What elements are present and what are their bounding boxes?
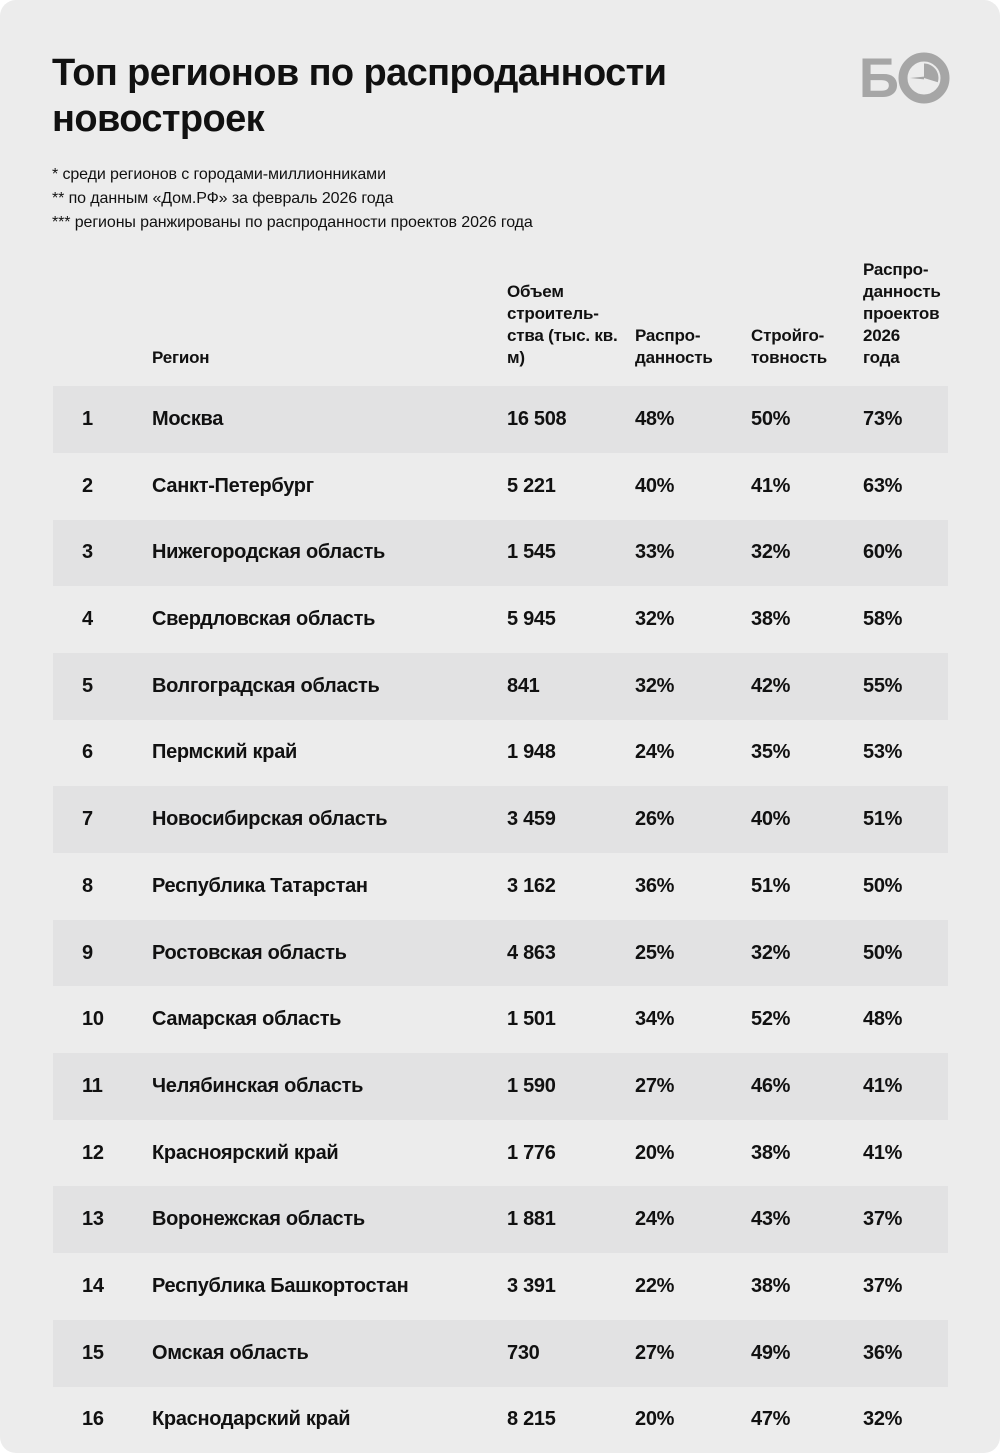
sold-cell: 34%: [635, 1008, 675, 1031]
table-row: [53, 1053, 948, 1120]
sold-cell: 27%: [635, 1341, 675, 1364]
rank-cell: 15: [82, 1341, 104, 1364]
rank-cell: 1: [82, 408, 93, 431]
region-cell: Челябинская область: [152, 1074, 364, 1097]
sold-cell: 22%: [635, 1274, 675, 1297]
sold-cell: 26%: [635, 808, 675, 831]
table-header-row: [53, 259, 948, 386]
sold-cell: 40%: [635, 474, 675, 497]
title-line-1: Топ регионов по распроданности: [52, 52, 667, 94]
sold-cell: 20%: [635, 1408, 675, 1431]
readiness-cell: 38%: [751, 608, 791, 631]
sold-2026-cell: 37%: [863, 1208, 903, 1231]
header-area: [0, 0, 1000, 235]
rank-cell: 9: [82, 941, 93, 964]
volume-cell: 5 221: [507, 474, 556, 497]
sold-2026-cell: 48%: [863, 1008, 903, 1031]
sold-2026-cell: 55%: [863, 674, 903, 697]
footnotes: [52, 163, 948, 235]
sold-2026-cell: 51%: [863, 808, 903, 831]
table-row: [53, 520, 948, 587]
table-row: [53, 786, 948, 853]
volume-cell: 1 881: [507, 1208, 556, 1231]
sold-2026-column-header: Распро-данность проектов 2026 года: [863, 259, 941, 368]
footnote-3: *** регионы ранжированы по распроданности проектов 2026 года: [52, 213, 533, 231]
region-cell: Новосибирская область: [152, 808, 388, 831]
rank-cell: 11: [82, 1074, 103, 1097]
table-row: [53, 453, 948, 520]
rank-cell: 4: [82, 608, 93, 631]
sold-column-header: Распро-данность: [635, 326, 713, 368]
sold-cell: 24%: [635, 1208, 675, 1231]
title-line-2: новостроек: [52, 98, 265, 141]
sold-2026-cell: 37%: [863, 1274, 903, 1297]
sold-2026-cell: 60%: [863, 541, 903, 564]
readiness-cell: 35%: [751, 741, 791, 764]
volume-cell: 1 545: [507, 541, 556, 564]
volume-cell: 8 215: [507, 1408, 556, 1431]
volume-cell: 1 501: [507, 1008, 556, 1031]
footnote-1: * среди регионов с городами-миллионниками: [52, 165, 386, 183]
region-cell: Омская область: [152, 1341, 309, 1364]
readiness-cell: 46%: [751, 1074, 791, 1097]
readiness-cell: 43%: [751, 1208, 791, 1231]
volume-cell: 1 776: [507, 1141, 556, 1164]
readiness-cell: 42%: [751, 674, 791, 697]
volume-cell: 841: [507, 674, 540, 697]
sold-cell: 25%: [635, 941, 675, 964]
sold-cell: 48%: [635, 408, 675, 431]
table-row: [53, 1387, 948, 1453]
rank-cell: 12: [82, 1141, 104, 1164]
rank-cell: 5: [82, 674, 93, 697]
region-cell: Нижегородская область: [152, 541, 385, 564]
region-column-header: Регион: [152, 348, 210, 368]
readiness-cell: 51%: [751, 874, 791, 897]
readiness-cell: 50%: [751, 408, 791, 431]
volume-cell: 3 162: [507, 874, 556, 897]
rank-cell: 13: [82, 1208, 104, 1231]
readiness-cell: 49%: [751, 1341, 791, 1364]
sold-2026-cell: 41%: [863, 1141, 903, 1164]
region-cell: Самарская область: [152, 1008, 342, 1031]
region-cell: Пермский край: [152, 741, 298, 764]
region-cell: Ростовская область: [152, 941, 347, 964]
sold-2026-cell: 53%: [863, 741, 903, 764]
volume-cell: 3 391: [507, 1274, 556, 1297]
region-cell: Волгоградская область: [152, 674, 380, 697]
readiness-cell: 38%: [751, 1141, 791, 1164]
region-cell: Воронежская область: [152, 1208, 365, 1231]
sold-cell: 36%: [635, 874, 675, 897]
rank-cell: 6: [82, 741, 93, 764]
rank-cell: 10: [82, 1008, 104, 1031]
volume-cell: 5 945: [507, 608, 556, 631]
readiness-cell: 52%: [751, 1008, 791, 1031]
region-cell: Санкт-Петербург: [152, 474, 314, 497]
sold-2026-cell: 32%: [863, 1408, 903, 1431]
sold-2026-cell: 36%: [863, 1341, 903, 1364]
rank-cell: 7: [82, 808, 93, 831]
table-row: [53, 1320, 948, 1387]
sold-cell: 32%: [635, 674, 675, 697]
sold-cell: 33%: [635, 541, 675, 564]
table-row: [53, 1120, 948, 1187]
volume-column-header: Объем строитель-ства (тыс. кв. м): [507, 281, 618, 368]
readiness-cell: 32%: [751, 541, 791, 564]
readiness-cell: 32%: [751, 941, 791, 964]
volume-cell: 16 508: [507, 408, 567, 431]
volume-cell: 730: [507, 1341, 540, 1364]
table-row: [53, 386, 948, 453]
region-cell: Республика Башкортостан: [152, 1274, 409, 1297]
table-row: [53, 1186, 948, 1253]
rank-cell: 16: [82, 1408, 104, 1431]
sold-2026-cell: 73%: [863, 408, 903, 431]
table-row: [53, 653, 948, 720]
bo-logo: [858, 45, 950, 109]
sold-cell: 20%: [635, 1141, 675, 1164]
readiness-cell: 38%: [751, 1274, 791, 1297]
sold-2026-cell: 41%: [863, 1074, 903, 1097]
readiness-cell: 40%: [751, 808, 791, 831]
table-row: [53, 920, 948, 987]
region-cell: Республика Татарстан: [152, 874, 368, 897]
table-body: [53, 386, 948, 1453]
rank-cell: 3: [82, 541, 93, 564]
rank-cell: 2: [82, 474, 93, 497]
readiness-cell: 41%: [751, 474, 791, 497]
readiness-column-header: Стройго-товность: [751, 326, 827, 368]
sold-cell: 24%: [635, 741, 675, 764]
sold-2026-cell: 50%: [863, 874, 903, 897]
region-cell: Красноярский край: [152, 1141, 339, 1164]
regions-table: [53, 259, 948, 1453]
logo-letter-b: Б: [858, 45, 897, 109]
region-cell: Москва: [152, 408, 224, 431]
volume-cell: 4 863: [507, 941, 556, 964]
volume-cell: 1 590: [507, 1074, 556, 1097]
table-row: [53, 1253, 948, 1320]
footnote-2: ** по данным «Дом.РФ» за февраль 2026 года: [52, 189, 394, 207]
sold-cell: 27%: [635, 1074, 675, 1097]
sold-2026-cell: 58%: [863, 608, 903, 631]
readiness-cell: 47%: [751, 1408, 791, 1431]
volume-cell: 3 459: [507, 808, 556, 831]
volume-cell: 1 948: [507, 741, 556, 764]
rank-cell: 14: [82, 1274, 104, 1297]
rank-cell: 8: [82, 874, 93, 897]
region-cell: Краснодарский край: [152, 1408, 351, 1431]
clock-icon: [898, 52, 950, 104]
table-row: [53, 586, 948, 653]
sold-2026-cell: 50%: [863, 941, 903, 964]
page-title: [52, 50, 832, 143]
sold-cell: 32%: [635, 608, 675, 631]
sold-2026-cell: 63%: [863, 474, 903, 497]
region-cell: Свердловская область: [152, 608, 376, 631]
table-row: [53, 720, 948, 787]
table-row: [53, 986, 948, 1053]
table-row: [53, 853, 948, 920]
